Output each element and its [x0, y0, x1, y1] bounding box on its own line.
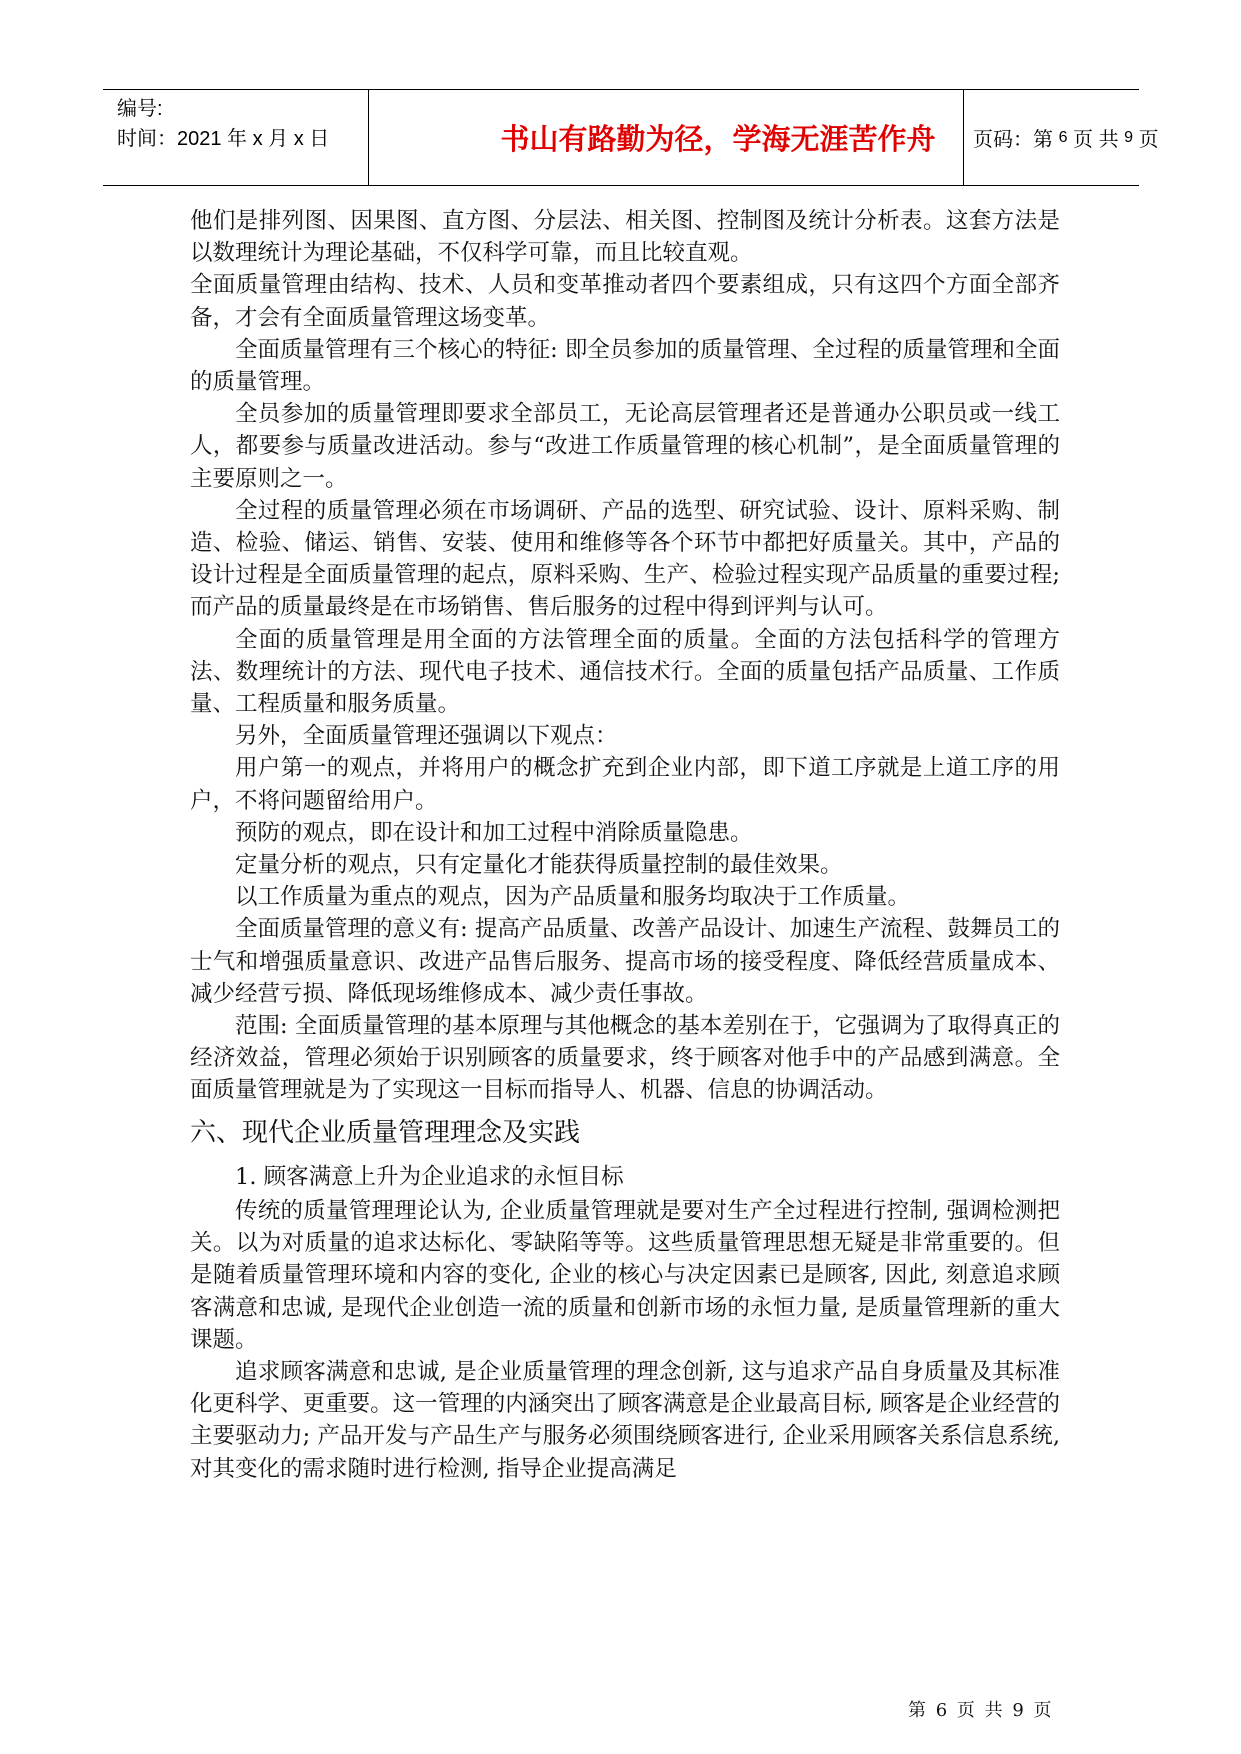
- paragraph: 传统的质量管理理论认为, 企业质量管理就是要对生产全过程进行控制, 强调检测把关。以为对质量的追求达标化、零缺陷等等。这些质量管理思想无疑是非常重要的。但是随着质量管理环境和内容的变化, 企业的核心与决定因素已是顾客, 因此, 刻意追求顾客满意和忠诚, 是现代企业创造一流的质量和创新市场的永恒力量, 是质量管理新的重大课题。: [190, 1197, 1060, 1353]
- header-divider-left: [368, 90, 369, 185]
- page-prefix: 页码：第: [973, 129, 1053, 151]
- section-subheading: 1. 顾客满意上升为企业追求的永恒目标: [235, 1163, 624, 1190]
- paragraph: 全面质量管理有三个核心的特征: 即全员参加的质量管理、全过程的质量管理和全面的质量管理。: [190, 336, 1060, 396]
- time-label: 时间：2021 年 x 月 x 日: [117, 128, 330, 150]
- page-suffix: 页: [1138, 129, 1159, 151]
- paragraph: 追求顾客满意和忠诚, 是企业质量管理的理念创新, 这与追求产品自身质量及其标准化更科学、更重要。这一管理的内涵突出了顾客满意是企业最高目标, 顾客是企业经营的主要驱动力; 产品开发与产品生产与服务必须围绕顾客进行, 企业采用顾客关系信息系统, 对其变化的需求随时进行检测, 指导企业提高满足: [190, 1358, 1060, 1482]
- number-label: 编号:: [117, 98, 163, 120]
- paragraph: 全面质量管理的意义有: 提高产品质量、改善产品设计、加速生产流程、鼓舞员工的士气和增强质量意识、改进产品售后服务、提高市场的接受程度、降低经营质量成本、减少经营亏损、降低现场维修成本、减少责任事故。: [190, 916, 1060, 1007]
- section-heading: 六、现代企业质量管理理念及实践: [190, 1117, 581, 1148]
- paragraph: 用户第一的观点，并将用户的概念扩充到企业内部，即下道工序就是上道工序的用户，不将问题留给用户。: [190, 755, 1060, 814]
- paragraph: 全面质量管理由结构、技术、人员和变革推动者四个要素组成，只有这四个方面全部齐备，才会有全面质量管理这场变革。: [190, 272, 1060, 331]
- page-mid: 页 共: [1073, 129, 1119, 151]
- page-current: 6: [1058, 128, 1068, 146]
- paragraph: 预防的观点，即在设计和加工过程中消除质量隐患。: [235, 819, 753, 846]
- paragraph: 范围: 全面质量管理的基本原理与其他概念的基本差别在于，它强调为了取得真正的经济效益，管理必须始于识别顾客的质量要求，终于顾客对他手中的产品感到满意。全面质量管理就是为了实现这一目标而指导人、机器、信息的协调活动。: [190, 1013, 1060, 1104]
- paragraph: 他们是排列图、因果图、直方图、分层法、相关图、控制图及统计分析表。这套方法是以数理统计为理论基础，不仅科学可靠，而且比较直观。: [190, 208, 1060, 267]
- paragraph: 另外，全面质量管理还强调以下观点：: [235, 723, 618, 750]
- page-total: 9: [1124, 128, 1134, 146]
- page-header: [103, 89, 1159, 186]
- page-footer: 第 6 页 共 9 页: [908, 1700, 1052, 1721]
- document-body: [190, 205, 1060, 1485]
- header-divider-right: [963, 90, 964, 185]
- paragraph: 定量分析的观点，只有定量化才能获得质量控制的最佳效果。: [235, 852, 843, 879]
- header-meta: [117, 94, 329, 154]
- header-page-info: [973, 90, 1159, 185]
- paragraph: 以工作质量为重点的观点，因为产品质量和服务均取决于工作质量。: [235, 884, 911, 911]
- paragraph: 全员参加的质量管理即要求全部员工，无论高层管理者还是普通办公职员或一线工人，都要参与质量改进活动。参与“改进工作质量管理的核心机制”，是全面质量管理的主要原则之一。: [190, 401, 1060, 492]
- paragraph: 全过程的质量管理必须在市场调研、产品的选型、研究试验、设计、原料采购、制造、检验、储运、销售、安装、使用和维修等各个环节中都把好质量关。其中，产品的设计过程是全面质量管理的起点，原料采购、生产、检验过程实现产品质量的重要过程; 而产品的质量最终是在市场销售、售后服务的过程中得到评判与认可。: [190, 497, 1060, 621]
- paragraph: 全面的质量管理是用全面的方法管理全面的质量。全面的方法包括科学的管理方法、数理统计的方法、现代电子技术、通信技术行。全面的质量包括产品质量、工作质量、工程质量和服务质量。: [190, 626, 1060, 718]
- header-motto: 书山有路勤为径，学海无涯苦作舟: [500, 122, 936, 156]
